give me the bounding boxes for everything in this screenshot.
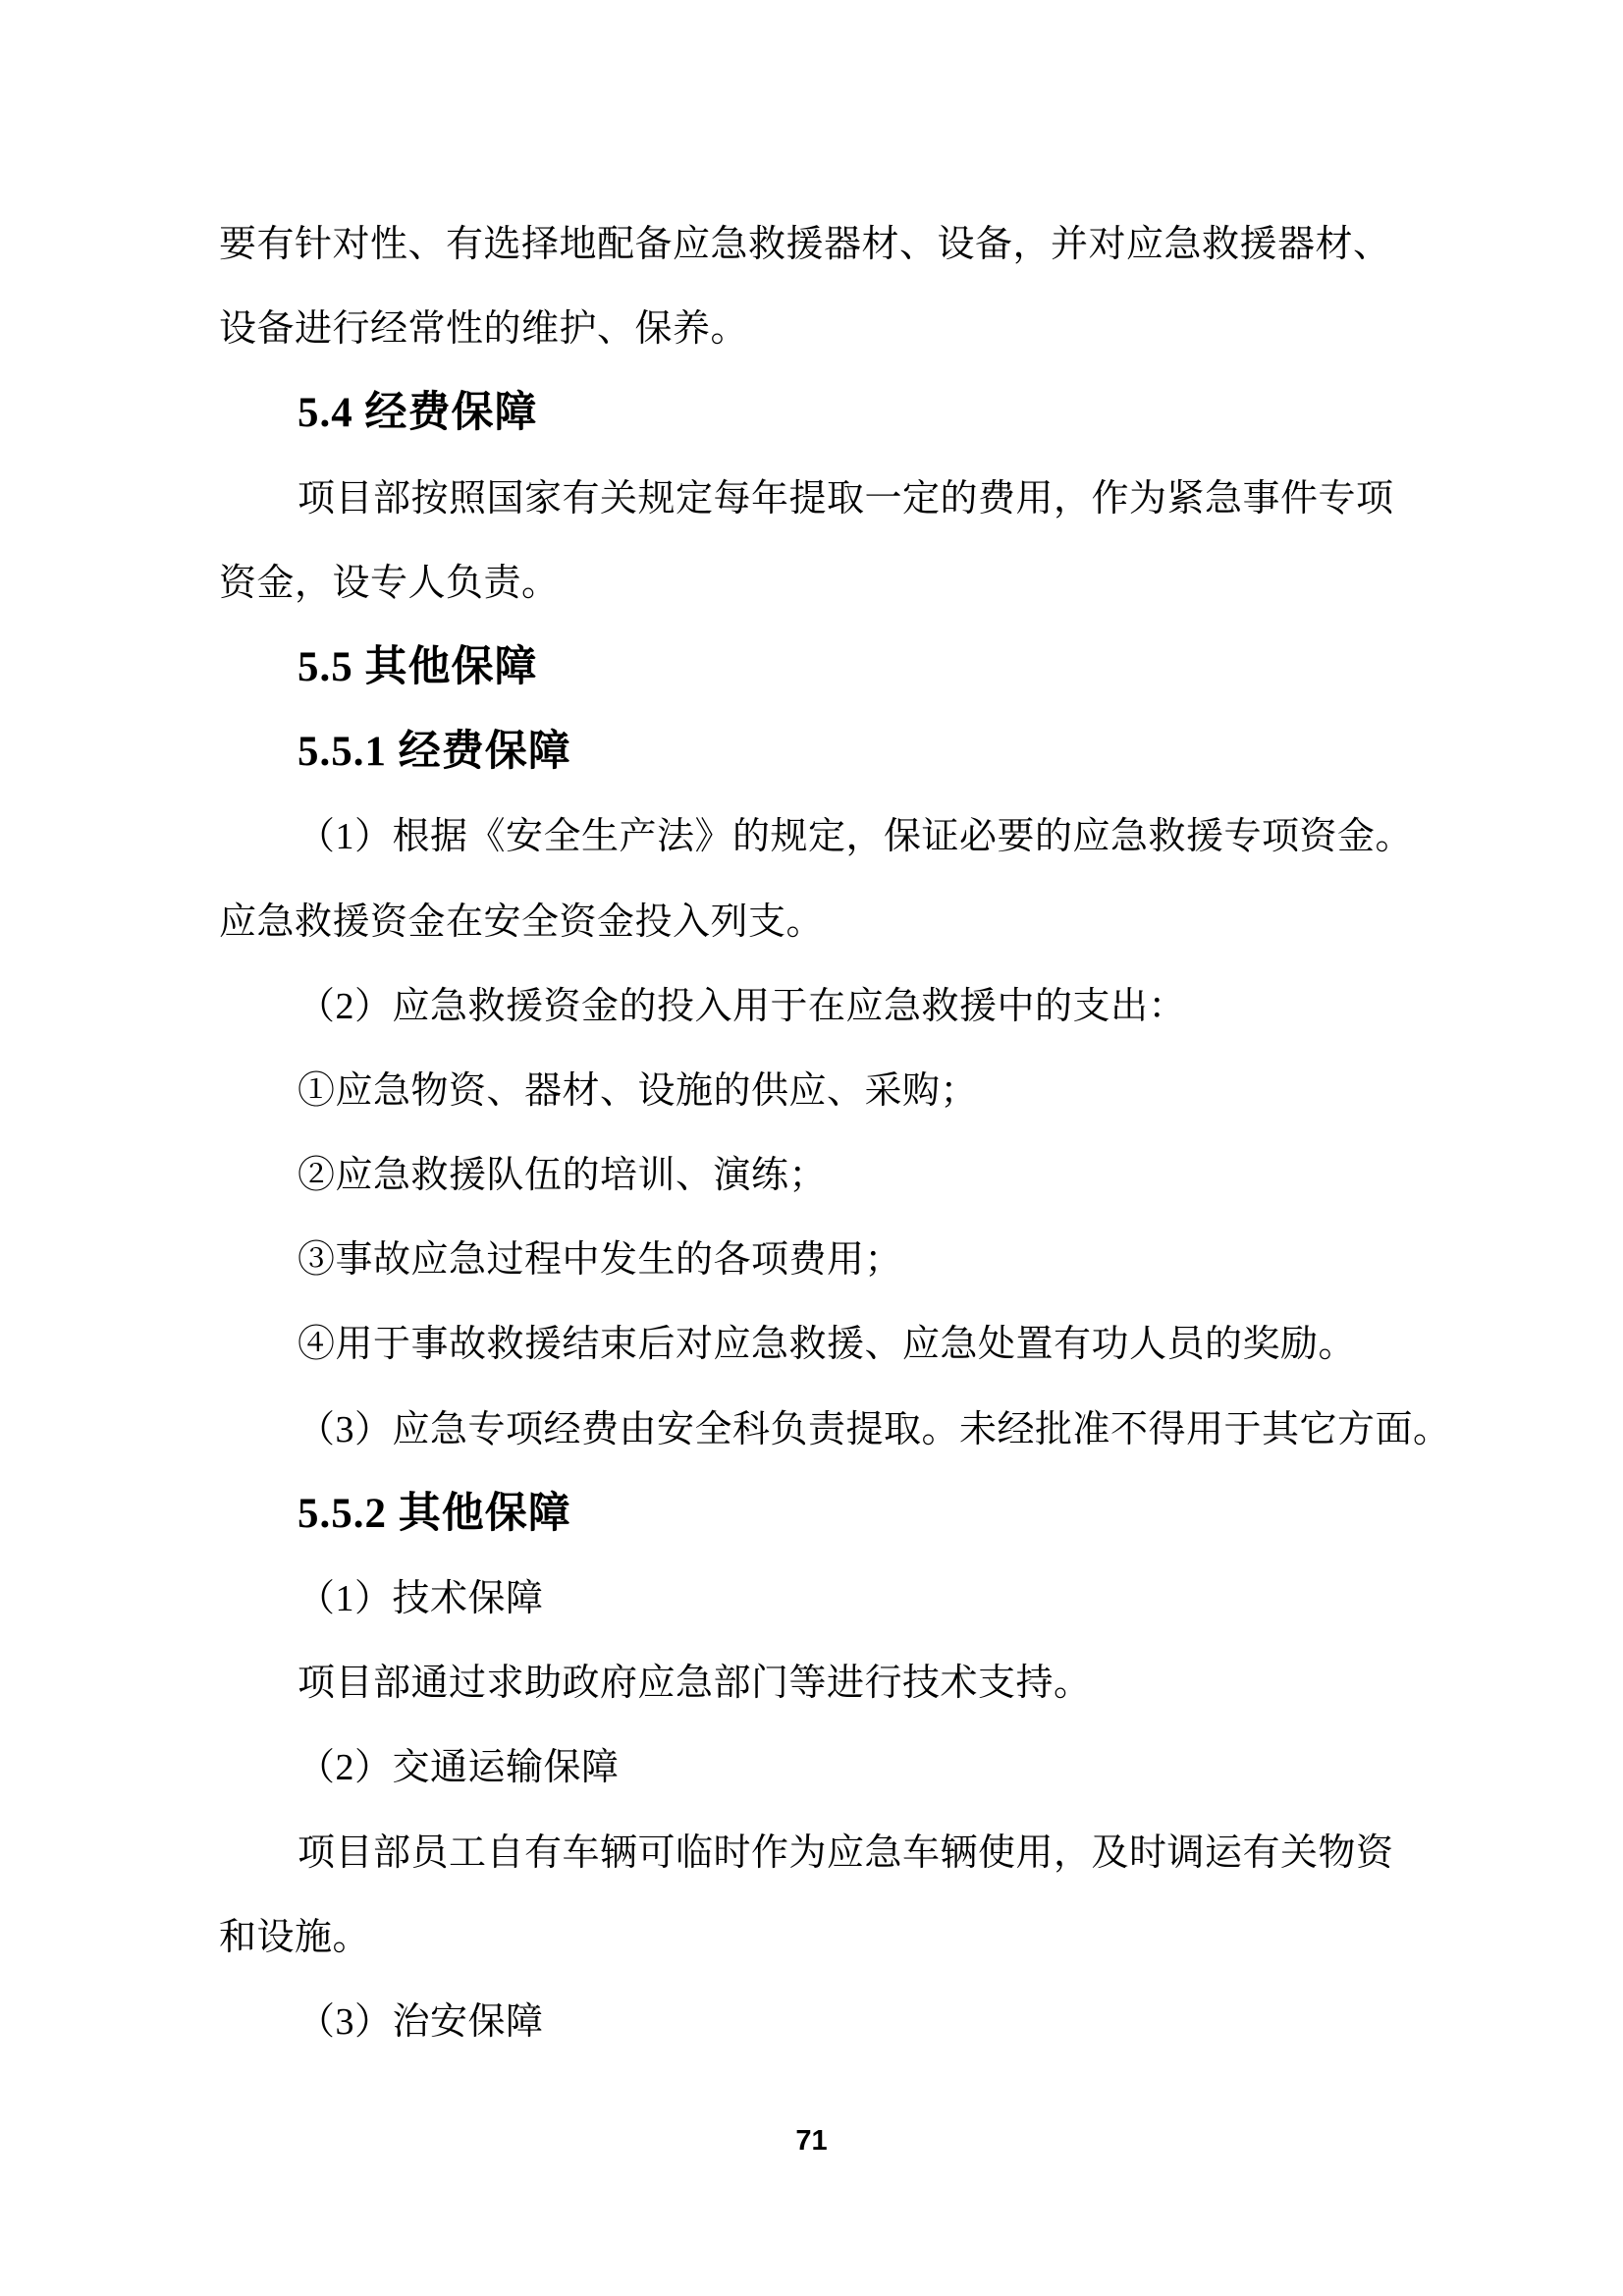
text-line: （1）根据《安全生产法》的规定，保证必要的应急救援专项资金。 [298, 816, 1414, 858]
text-line: 资金，设专人负责。 [219, 562, 560, 604]
section-heading: 5.4 经费保障 [298, 390, 538, 437]
text-line: 项目部按照国家有关规定每年提取一定的费用，作为紧急事件专项 [298, 477, 1394, 519]
text-line: （3）治安保障 [298, 2000, 544, 2043]
text-line: 设备进行经常性的维护、保养。 [219, 308, 749, 351]
text-line: ④用于事故救援结束后对应急救援、应急处置有功人员的奖励。 [298, 1324, 1357, 1366]
text-line: 要有针对性、有选择地配备应急救援器材、设备，并对应急救援器材、 [219, 224, 1391, 265]
text-line: （2）交通运输保障 [298, 1747, 620, 1789]
text-line: （2）应急救援资金的投入用于在应急救援中的支出： [298, 985, 1187, 1027]
text-line: 项目部通过求助政府应急部门等进行技术支持。 [298, 1663, 1092, 1705]
text-line: （1）技术保障 [298, 1578, 544, 1619]
text-line: ①应急物资、器材、设施的供应、采购； [298, 1069, 979, 1112]
section-heading: 5.5 其他保障 [298, 643, 538, 690]
text-line: 和设施。 [219, 1916, 371, 1958]
page-number: 71 [795, 2125, 828, 2157]
section-heading: 5.5.2 其他保障 [298, 1490, 571, 1537]
document-body [219, 202, 1456, 2064]
text-line: 项目部员工自有车辆可临时作为应急车辆使用，及时调运有关物资 [298, 1831, 1394, 1874]
text-line: （3）应急专项经费由安全科负责提取。未经批准不得用于其它方面。 [298, 1408, 1451, 1450]
section-heading: 5.5.1 经费保障 [298, 729, 571, 776]
text-line: ③事故应急过程中发生的各项费用； [298, 1239, 903, 1282]
text-line: 应急救援资金在安全资金投入列支。 [219, 901, 825, 943]
text-line: ②应急救援队伍的培训、演练； [298, 1155, 828, 1197]
